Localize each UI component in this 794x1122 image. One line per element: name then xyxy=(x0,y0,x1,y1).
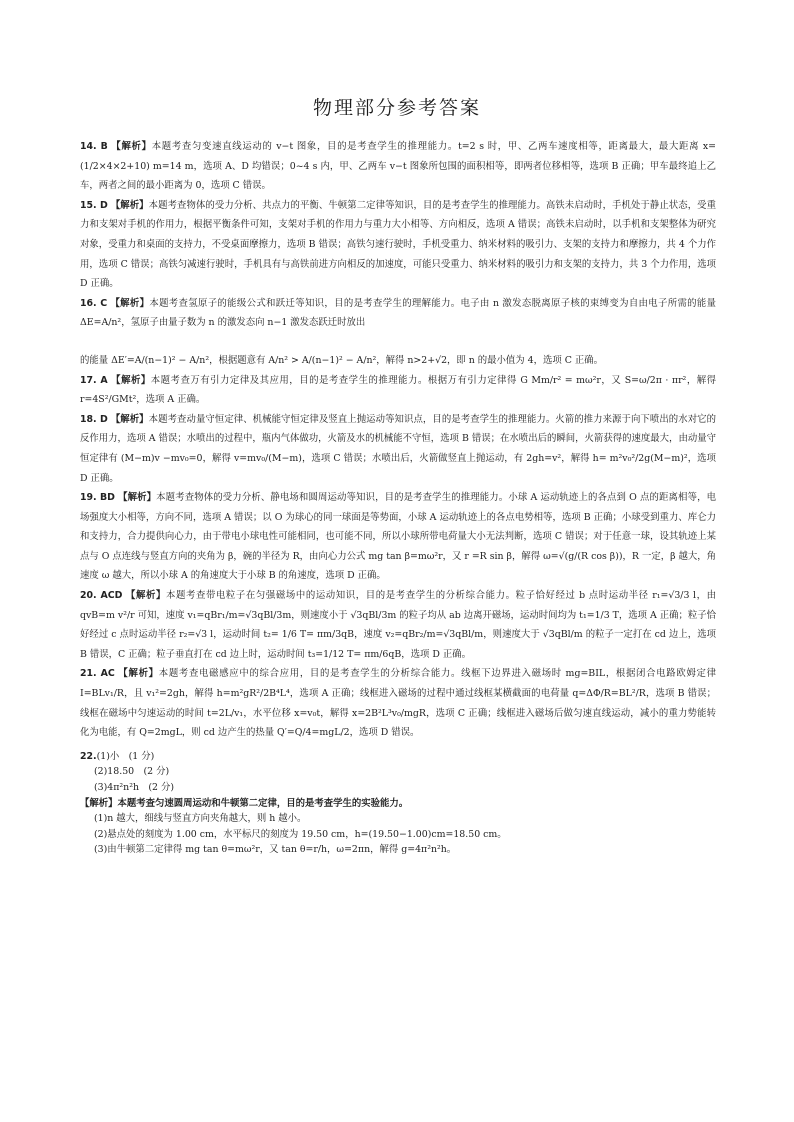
answer-14 xyxy=(80,137,716,196)
spacer xyxy=(80,333,716,351)
answer-17 xyxy=(80,371,716,410)
question-number: 19. BD xyxy=(80,492,115,504)
analysis-tag: 【解析】 xyxy=(111,141,152,152)
question-number: 14. B xyxy=(80,141,108,152)
answer-text: 本题考查物体的受力分析、静电场和圆周运动等知识，目的是考查学生的推理能力。小球 A 运动轨迹上的各点到 O 点的距离相等，电场强度大小相等，方向不同，选项 A 错误；以 O 为球心的同一球面是等势面，小球 A 运动轨迹上的各点电势相等，选项 B 正确；小球受到重力、库仑力和支持力，合力提供向心力，由于带电小球电性可能相同，也可能不同，所以小球所带电荷量大小无法判断，选项 C 错误；对于任意一球，设其轨迹上某点与 O 点连线与竖直方向的夹角为 β，碗的半径为 R，由向心力公式 mg tan β=mω²r，又 r =R sin β，解得 ω=√(g/(R cos β))，R 一定，β 越大，角速度 ω 越大，所以小球 A 的角速度大于小球 B 的角速度，选项 D 正确。 xyxy=(80,492,716,582)
analysis-line-3: (3)由牛顿第二定律得 mg tan θ=mω²r，又 tan θ=r/h，ω=2πn，解得 g=4π²n²h。 xyxy=(94,844,457,856)
analysis-tag: 【解析】 xyxy=(126,590,166,602)
analysis-tag: 【解析】 xyxy=(110,413,149,425)
page-title: 物理部分参考答案 xyxy=(312,97,481,119)
answer-text: 本题考查匀变速直线运动的 v−t 图象，目的是考查学生的推理能力。t=2 s 时，甲、乙两车速度相等，距离最大，最大距离 x=(1/2×4×2+10) m=14 m，选项 A、D 均错误；0~4 s 内，甲、乙两车 v−t 图象所包围的面积相等，即两者位移相等，选项 B 正确；甲车最终追上乙车，两者之间的最小距离为 0，选项 C 错误。 xyxy=(80,141,716,192)
analysis-text: 本题考查匀速圆周运动和牛顿第二定律，目的是考查学生的实验能力。 xyxy=(117,797,409,809)
analysis-tag: 【解析】 xyxy=(118,668,159,680)
answer-22 xyxy=(80,749,716,858)
analysis-tag: 【解析】 xyxy=(111,374,151,386)
analysis-tag: 【解析】 xyxy=(118,492,157,504)
question-number: 22. xyxy=(80,750,97,762)
answer-text: 本题考查氢原子的能级公式和跃迁等知识，目的是考查学生的理解能力。电子由 n 激发态脱离原子核的束缚变为自由电子所需的能量 ΔE=A/n²，氢原子由量子数为 n 的激发态向 n−1 激发态跃迁时放出 xyxy=(80,297,716,329)
answer-22-part-3: (3)4π²n²h (2 分) xyxy=(94,782,175,793)
answer-18 xyxy=(80,410,716,488)
answer-22-analysis xyxy=(80,796,716,812)
question-number: 17. A xyxy=(80,374,108,386)
answer-15 xyxy=(80,196,716,294)
answer-text: 本题考查电磁感应中的综合应用，目的是考查学生的分析综合能力。线框下边界进入磁场时 mg=BIL，根据闭合电路欧姆定律 I=BLv₁/R，且 v₁²=2gh，解得 h=m²gR²/2B⁴L⁴，选项 A 正确；线框进入磁场的过程中通过线框某横截面的电荷量 q=ΔΦ/R=BL²/R，选项 B 错误；线框在磁场中匀速运动的时间 t=2L/v₁，水平位移 x=v₀t，解得 x=2B²L³v₀/mgR，选项 C 正确；线框进入磁场后做匀速直线运动，减小的重力势能转化为电能，有 Q=2mgL，则 cd 边产生的热量 Q′=Q/4=mgL/2，选项 D 错误。 xyxy=(80,668,716,739)
question-number: 15. D xyxy=(80,199,108,211)
question-number: 16. C xyxy=(80,297,108,309)
answer-list xyxy=(80,137,716,858)
analysis-line-1: (1)n 越大，细线与竖直方向夹角越大，则 h 越小。 xyxy=(94,813,307,825)
analysis-tag: 【解析】 xyxy=(80,797,118,809)
answer-text: 本题考查物体的受力分析、共点力的平衡、牛顿第二定律等知识，目的是考查学生的推理能力。高铁未启动时，手机处于静止状态，受重力和支架对手机的作用力，根据平衡条件可知，支架对手机的作用力与重力大小相等、方向相反，选项 A 错误；高铁未启动时，以手机和支架整体为研究对象，受重力和桌面的支持力，不受桌面摩擦力，选项 B 错误；高铁匀速行驶时，手机受重力、纳米材料的吸引力、支架的支持力和摩擦力，共 4 个力作用，选项 C 错误；高铁匀减速行驶时，手机具有与高铁前进方向相反的加速度，可能只受重力、纳米材料的吸引力和支架的支持力，共 3 个力作用，选项 D 正确。 xyxy=(80,199,716,290)
question-number: 20. ACD xyxy=(80,590,123,602)
analysis-line-2: (2)悬点处的刻度为 1.00 cm，水平标尺的刻度为 19.50 cm，h=(19.50−1.00)cm=18.50 cm。 xyxy=(94,828,507,840)
answer-text: 本题考查带电粒子在匀强磁场中的运动知识，目的是考查学生的分析综合能力。粒子恰好经过 b 点时运动半径 r₁=√3/3 l，由 qvB=m v²/r 可知，速度 v₁=qBr₁/m=√3qBl/3m，则速度小于 √3qBl/3m 的粒子均从 ab 边离开磁场，运动时间均为 t₁=1/3 T，选项 A 正确；粒子恰好经过 c 点时运动半径 r₂=√3 l，运动时间 t₂= 1/6 T= πm/3qB，速度 v₂=qBr₂/m=√3qBl/m，则速度大于 √3qBl/m 的粒子一定打在 cd 边上，选项 B 错误，C 正确；粒子垂直打在 cd 边上时，运动时间 t₃=1/12 T= πm/6qB，选项 D 正确。 xyxy=(80,590,716,660)
answer-16-continued xyxy=(80,351,716,371)
answer-21 xyxy=(80,664,716,742)
analysis-tag: 【解析】 xyxy=(110,297,150,309)
answer-22-part-1: (1)小 (1 分) xyxy=(96,750,155,762)
answer-text: 本题考查万有引力定律及其应用，目的是考查学生的推理能力。根据万有引力定律得 G Mm/r² = mω²r，又 S=ω/2π · πr²，解得 r=4S²/GMt²，选项 A 正确。 xyxy=(80,374,716,406)
answer-22-line-1 xyxy=(80,749,716,765)
answer-text: 的能量 ΔE′=A/(n−1)² − A/n²，根据题意有 A/n² > A/(n−1)² − A/n²，解得 n>2+√2，即 n 的最小值为 4，选项 C 正确。 xyxy=(80,354,603,366)
answer-19 xyxy=(80,488,716,586)
answer-22-part-2: (2)18.50 (2 分) xyxy=(94,766,170,778)
question-number: 21. AC xyxy=(80,668,115,680)
answer-text: 本题考查动量守恒定律、机械能守恒定律及竖直上抛运动等知识点，目的是考查学生的推理能力。火箭的推力来源于向下喷出的水对它的反作用力，选项 A 错误；水喷出的过程中，瓶内气体做功，火箭及水的机械能不守恒，选项 B 错误；在水喷出后的瞬间，火箭获得的速度最大，由动量守恒定律有 (M−m)v −mv₀=0，解得 v=mv₀/(M−m)，选项 C 错误；水喷出后，火箭做竖直上抛运动，有 2gh=v²，解得 h= m²v₀²/2g(M−m)²，选项 D 正确。 xyxy=(80,413,716,484)
analysis-tag: 【解析】 xyxy=(110,199,149,211)
answer-20 xyxy=(80,586,716,664)
question-number: 18. D xyxy=(80,413,108,425)
answer-16 xyxy=(80,294,716,333)
